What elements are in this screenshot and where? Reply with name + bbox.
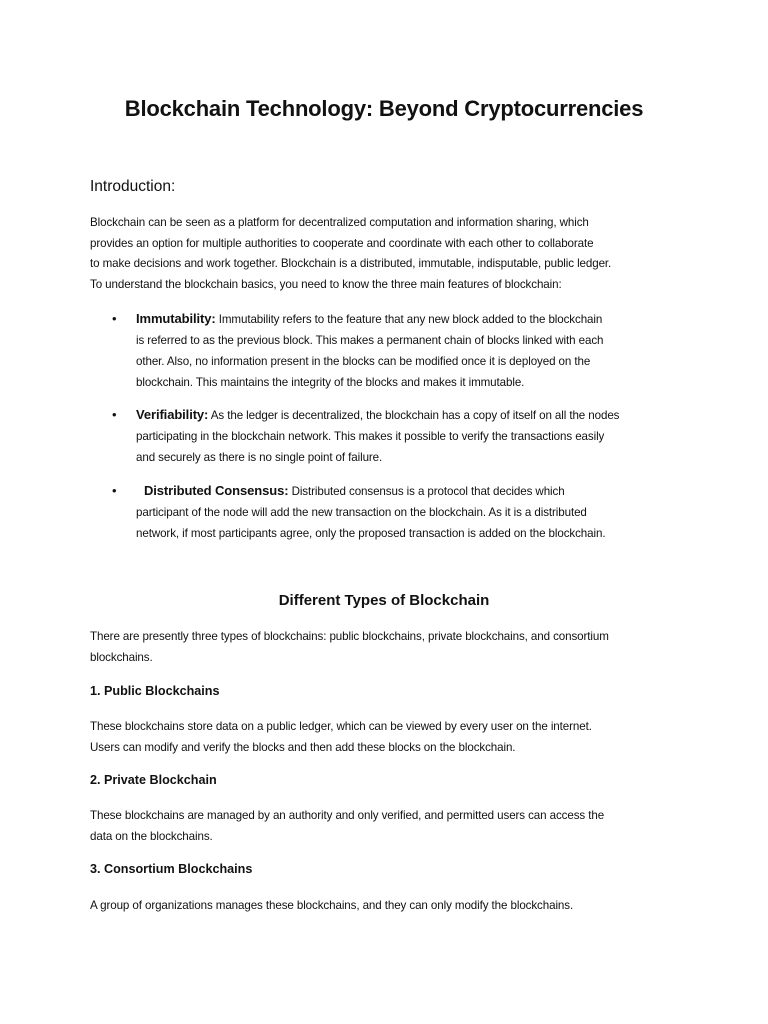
types-intro-paragraph (90, 627, 690, 668)
feature-line: network, if most participants agree, only the proposed transaction is added on the blockchain. (136, 527, 606, 540)
paragraph-line: Blockchain can be seen as a platform for decentralized computation and information sharing, which (90, 216, 589, 229)
paragraph-line: blockchains. (90, 650, 153, 664)
feature-line: and securely as there is no single point of failure. (136, 451, 383, 464)
paragraph-line: To understand the blockchain basics, you need to know the three main features of blockchain: (90, 277, 562, 291)
private-blockchain-paragraph (90, 806, 690, 847)
feature-line (136, 480, 672, 502)
feature-line: participating in the blockchain network. This makes it possible to verify the transactions easily (136, 430, 605, 443)
feature-line (136, 404, 672, 426)
introduction-paragraph (90, 213, 690, 295)
feature-text: Immutability refers to the feature that any new block added to the blockchain (218, 313, 603, 326)
feature-term: Immutability: (136, 311, 216, 326)
feature-line: blockchain. This maintains the integrity of the blocks and makes it immutable. (136, 376, 525, 389)
bullet-icon: • (112, 311, 117, 326)
feature-line: is referred to as the previous block. This makes a permanent chain of blocks linked with each (136, 334, 604, 347)
feature-text: As the ledger is decentralized, the blockchain has a copy of itself on all the nodes (210, 409, 620, 422)
paragraph-line: A group of organizations manages these blockchains, and they can only modify the blockchains. (90, 899, 574, 912)
feature-term: Distributed Consensus: (144, 483, 289, 498)
consortium-blockchains-paragraph (90, 896, 690, 917)
bullet-icon: • (112, 483, 117, 498)
feature-line: participant of the node will add the new transaction on the blockchain. As it is a distributed (136, 506, 587, 519)
paragraph-line: provides an option for multiple authorities to cooperate and coordinate with each other to collaborate (90, 236, 594, 250)
paragraph-line: Users can modify and verify the blocks and then add these blocks on the blockchain. (90, 740, 516, 754)
public-blockchains-heading: 1. Public Blockchains (90, 684, 220, 698)
paragraph-line: These blockchains store data on a public ledger, which can be viewed by every user on the internet. (90, 720, 592, 733)
public-blockchains-paragraph (90, 717, 690, 758)
paragraph-line: data on the blockchains. (90, 829, 213, 843)
private-blockchain-heading: 2. Private Blockchain (90, 773, 217, 787)
introduction-heading: Introduction: (90, 178, 176, 195)
paragraph-line: There are presently three types of blockchains: public blockchains, private blockchains, and consortium (90, 630, 609, 643)
feature-term: Verifiability: (136, 407, 209, 422)
feature-item-immutability (112, 308, 672, 398)
feature-line (136, 308, 672, 330)
paragraph-line: These blockchains are managed by an authority and only verified, and permitted users can access the (90, 809, 605, 822)
feature-text: Distributed consensus is a protocol that decides which (291, 485, 565, 498)
types-heading: Different Types of Blockchain (278, 592, 490, 609)
feature-item-distributed-consensus (112, 480, 672, 550)
paragraph-line: to make decisions and work together. Blockchain is a distributed, immutable, indisputable, public ledger. (90, 257, 612, 270)
bullet-icon: • (112, 407, 117, 422)
document-title: Blockchain Technology: Beyond Cryptocurrencies (124, 96, 644, 121)
feature-line: other. Also, no information present in the blocks can be modified once it is deployed on the (136, 355, 591, 368)
consortium-blockchains-heading: 3. Consortium Blockchains (90, 862, 253, 876)
feature-item-verifiability (112, 404, 672, 474)
